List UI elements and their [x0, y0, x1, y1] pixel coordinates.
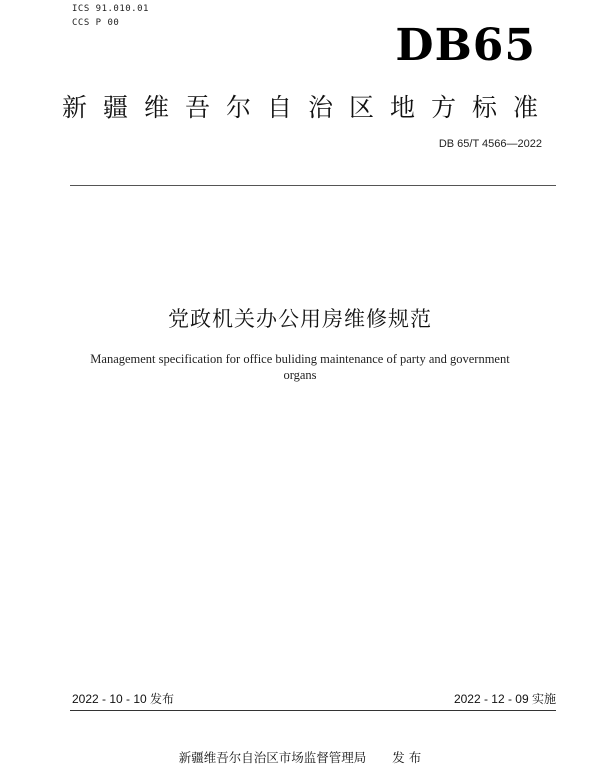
- standard-logo: DB65: [395, 20, 536, 71]
- issue-label: 发 布: [392, 750, 422, 765]
- implementation-date: 2022 - 12 - 09 实施: [453, 692, 556, 706]
- document-title-english-line1: Management specification for office buliding maintenance of party and government: [90, 352, 510, 366]
- ics-code: ICS 91.010.01: [72, 4, 149, 14]
- standard-level-heading: 新疆维吾尔自治区地方标准: [61, 93, 554, 122]
- issue-date: 2022 - 10 - 10 发布: [72, 692, 175, 706]
- ccs-code: CCS P 00: [72, 18, 120, 28]
- issuer-name: 新疆维吾尔自治区市场监督管理局: [178, 750, 367, 765]
- footer-divider: [70, 710, 556, 711]
- header-divider: [70, 185, 556, 186]
- standard-number: DB 65/T 4566—2022: [438, 138, 542, 150]
- document-title-english-line2: organs: [283, 368, 317, 382]
- issuing-authority: [0, 748, 600, 766]
- document-title-chinese: 党政机关办公用房维修规范: [168, 307, 432, 331]
